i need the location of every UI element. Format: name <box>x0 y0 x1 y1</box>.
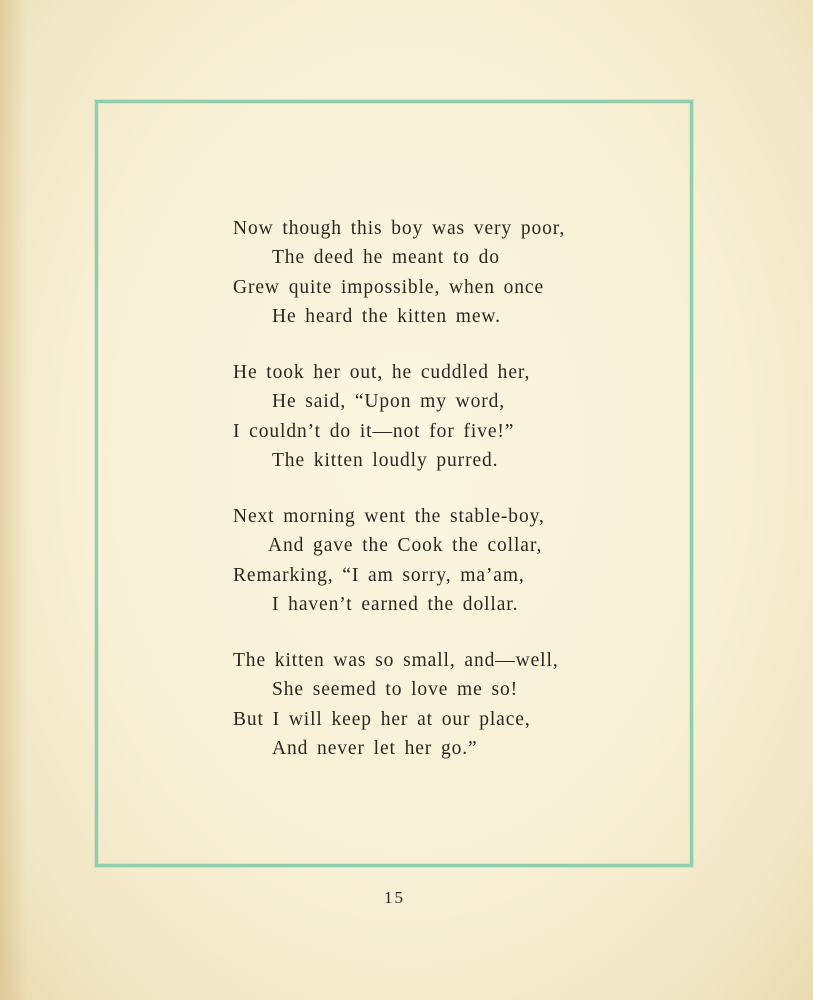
page-number: 15 <box>384 888 405 907</box>
poem-line: She seemed to love me so! <box>272 679 518 700</box>
poem-line: He heard the kitten mew. <box>272 306 501 327</box>
poem-line: The kitten was so small, and—well, <box>233 650 559 671</box>
poem-line: I haven’t earned the dollar. <box>272 594 519 615</box>
poem-line: The deed he meant to do <box>272 247 500 268</box>
poem-line: Grew quite impossible, when once <box>233 277 545 298</box>
poem-line: He said, “Upon my word, <box>272 391 506 412</box>
poem-line: He took her out, he cuddled her, <box>233 362 531 383</box>
poem-line: But I will keep her at our place, <box>233 709 531 730</box>
poem-line: I couldn’t do it—not for five!” <box>233 421 515 442</box>
poem-line: And gave the Cook the collar, <box>268 535 543 556</box>
poem-line: Remarking, “I am sorry, ma’am, <box>233 565 525 586</box>
poem-line: Next morning went the stable-boy, <box>233 506 545 527</box>
poem-line: The kitten loudly purred. <box>272 450 499 471</box>
poem-line: And never let her go.” <box>272 738 478 759</box>
poem-line: Now though this boy was very poor, <box>233 218 566 239</box>
